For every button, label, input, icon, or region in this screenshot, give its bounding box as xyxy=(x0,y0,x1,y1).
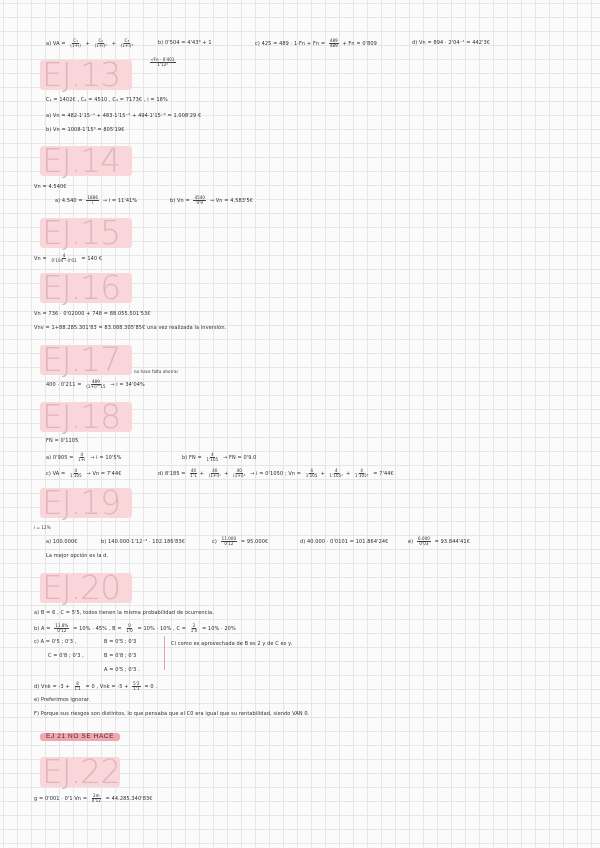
section-badge-ej21: EJ 21 NO SE HACE xyxy=(40,733,120,741)
side-note xyxy=(148,58,178,67)
ej20-line-f: F) Porque sus riesgos son distintos, lo que pensaba que el C0 era igual que su rentabilidad, siendo VAN 0. xyxy=(34,711,310,717)
ej20-line-b xyxy=(34,624,236,633)
ej18-a-prefix: a) 0'905 = xyxy=(46,455,76,461)
formula-c-suffix: + Fn = 0'809 xyxy=(342,41,377,47)
fraction xyxy=(189,469,198,478)
ej16-line-1: Vn = 736 · 0'02000 + 748 = 88.055.501'53€ xyxy=(34,311,151,317)
ej19-conclusion: La mejor opción es la d. xyxy=(46,553,109,559)
numerator: 4 xyxy=(310,468,313,473)
fraction xyxy=(120,39,134,48)
ej20-b-pre-2: B = xyxy=(112,626,124,632)
denominator: 489 xyxy=(329,43,338,48)
denominator: (1+i)² xyxy=(94,43,107,48)
section-heading-ej20 xyxy=(40,568,132,607)
numerator: 40 xyxy=(190,468,197,473)
ej15-suffix: = 140 € xyxy=(81,256,103,262)
section-heading-ej19 xyxy=(40,483,132,522)
denominator: 0'12 xyxy=(57,628,67,633)
fraction xyxy=(354,469,369,478)
numerator: √Fn · 0'401 xyxy=(151,57,175,62)
ej20-c-line-2b: B = 0'8 ; 0'3 xyxy=(104,653,137,659)
ej20-line-e: e) Preferimos ignorar. xyxy=(34,697,91,703)
ej20-c-line-2: C = 0'8 ; 0'3 , xyxy=(48,653,84,659)
fraction xyxy=(132,682,141,691)
fraction xyxy=(150,58,176,67)
denominator: 1'1 xyxy=(74,686,81,691)
ej20-c-line-1b: B = 0'5 ; 0'3 xyxy=(104,639,137,645)
plus-sign: + xyxy=(111,41,116,47)
heading-text: EJ.16 xyxy=(42,268,121,307)
fraction xyxy=(190,624,199,633)
formula-c-prefix: c) 425 = 489 · 1·Fn + Fn = xyxy=(255,41,327,47)
fraction xyxy=(91,794,102,803)
ej20-d-mid: = 0 , Vnk = -5 + xyxy=(85,684,131,690)
numerator: 40 xyxy=(236,468,242,473)
denominator: 1'105² xyxy=(329,473,344,478)
section-heading-ej18 xyxy=(40,397,132,436)
denominator: (1+i)³ xyxy=(120,43,134,48)
heading-text: EJ.17 xyxy=(42,340,121,379)
section-heading-ej16 xyxy=(40,268,132,307)
denominator: 1'105 xyxy=(69,473,82,478)
ej14-a-suffix: → i = 11'41% xyxy=(102,198,138,204)
formula-d: d) Vn = 894 · 2'04⁻¹ = 442'3€ xyxy=(412,40,491,46)
ej20-c-note: Ci como es aprovechada de B es 2 y de C es y. xyxy=(171,641,293,647)
ej22-prefix: g = 0'001 · 0'1 Vn = xyxy=(34,796,89,802)
numerator: 4540 xyxy=(194,195,206,200)
formula-b: b) 0'504 = 4'43³ + 1 xyxy=(158,40,212,46)
denominator: (1+i) xyxy=(70,43,81,48)
ej15-prefix: Vn = xyxy=(34,256,49,262)
denominator: 1'105 xyxy=(305,473,318,478)
denominator: 1'1 xyxy=(190,473,197,478)
numerator: 5'2 xyxy=(133,681,140,686)
numerator: 489 xyxy=(91,379,100,384)
ej18-b-prefix: b) FN = xyxy=(182,455,204,461)
ej20-line-a: a) B = 6 , C = 5'5, todos tienen la misma probabilidad de ocurrencia. xyxy=(34,610,214,616)
fraction xyxy=(69,469,83,478)
ej19-c-prefix: c) xyxy=(212,539,217,545)
ej14-line-b xyxy=(170,196,253,205)
ej20-b-mid-2: = 10% · 10% , xyxy=(137,626,175,632)
denominator: 0'104 - 0'01 xyxy=(51,258,77,263)
fraction xyxy=(193,196,206,205)
fraction xyxy=(417,537,431,546)
heading-text: EJ.22 xyxy=(42,752,121,791)
heading-text: EJ.15 xyxy=(42,213,121,252)
fraction xyxy=(85,380,106,389)
numerator: 11.8% xyxy=(55,623,69,628)
numerator: C₁ xyxy=(73,38,78,43)
denominator: 1'12² xyxy=(157,62,169,67)
ej14-a-prefix: a) 4.540 = xyxy=(55,198,85,204)
ej18-c-prefix: c) VA = xyxy=(46,471,67,477)
top-formula-line xyxy=(46,39,136,48)
fraction xyxy=(329,469,344,478)
denominator: i xyxy=(92,200,94,205)
ej14-line-a xyxy=(55,196,137,205)
heading-text: EJ.20 xyxy=(42,568,121,607)
ej20-b-mid-3: = 10% · 20% xyxy=(201,626,236,632)
ej20-d-suffix: = 0 . xyxy=(144,684,158,690)
ej19-e-suffix: = 93.844'41€ xyxy=(434,539,470,545)
fraction xyxy=(86,196,99,205)
ej14-b-prefix: b) Vn = xyxy=(170,198,192,204)
ej20-b-mid-1: = 10% · 45% , xyxy=(73,626,111,632)
denominator: 0'12 xyxy=(91,798,101,803)
numerator: 4 xyxy=(80,452,84,457)
ej15-line xyxy=(34,254,102,263)
ej19-d: d) 40.000 · 0'0101 = 101.864'24€ xyxy=(300,539,389,545)
ej20-b-pre-3: C = xyxy=(176,626,188,632)
ej18-line-d: d) 8'185 = $\frac{40}{1'1}$ + $\frac{40}{\text{(1+i)²}}$ + $\frac{40}{\text{(1+i)³}}$ → i = 0'1050 ; Vn = $\frac{4}{1'105}$ + $\frac{4}{\text{1'105²}}$ + $\frac{4}{\text{1'105³}}$ = 7'44€ xyxy=(158,468,394,478)
ej18-d-prefix: d) 8'185 = xyxy=(158,471,188,477)
fraction xyxy=(305,469,319,478)
denominator: (1+i)^15 xyxy=(86,384,106,389)
numerator: 4 xyxy=(74,468,78,473)
fraction xyxy=(50,254,77,263)
ej18-line-b xyxy=(182,453,256,462)
ej18-b-suffix: → FN = 0'9.0 xyxy=(222,455,257,461)
numerator: 0 xyxy=(128,623,131,628)
ej13-line-2: a) Vn = 482·1'15⁻¹ + 483·1'15⁻² + 494·1'15⁻³ = 1.008'29 € xyxy=(46,113,202,119)
section-heading-ej15 xyxy=(40,213,132,252)
ej19-e-prefix: e) xyxy=(408,539,414,545)
numerator: 489 xyxy=(329,38,338,43)
ej14-b-suffix: → Vn = 4.583'5€ xyxy=(209,198,254,204)
bracket-mark xyxy=(164,636,165,670)
ej19-c-suffix: = 95.000€ xyxy=(240,539,269,545)
ej20-c-line-3: A = 0'5 ; 0'3 . xyxy=(104,667,140,673)
section-heading-ej22 xyxy=(40,752,121,791)
fraction xyxy=(232,469,246,478)
fraction xyxy=(54,624,69,633)
numerator: C₂ xyxy=(98,38,104,43)
ej13-line-3: b) Vn = 1008·1'15³ = 805'19€ xyxy=(46,127,125,133)
denominator: 1'0 xyxy=(126,628,133,633)
ej18-e-suffix: = 7'44€ xyxy=(373,471,394,477)
numerator: 1886 xyxy=(87,195,98,200)
denominator: 1'105³ xyxy=(355,473,369,478)
ej18-line-1: FN = 0'1105 xyxy=(46,438,79,444)
ej19-b: b) 140.000·1'12⁻³ · 102.186'83€ xyxy=(101,539,186,545)
ej22-line xyxy=(34,794,153,803)
heading-text: EJ.13 xyxy=(42,55,121,94)
plus-sign: + xyxy=(85,41,90,47)
denominator: 0'12 xyxy=(224,541,234,546)
denominator: 1'1 xyxy=(133,686,140,691)
ej17-suffix: → i = 34'04% xyxy=(110,382,145,388)
denominator: 0'03 xyxy=(419,541,429,546)
ej14-line-1: Vn = 4.540€ xyxy=(34,184,67,190)
ej22-suffix: = 44.285.340'83€ xyxy=(105,796,153,802)
ej19-e xyxy=(408,537,470,546)
denominator: (1+i)³ xyxy=(233,473,246,478)
heading-text: EJ.18 xyxy=(42,397,121,436)
section-heading-ej17 xyxy=(40,340,132,379)
denominator: 1+i xyxy=(78,457,86,462)
heading-text: EJ.19 xyxy=(42,483,121,522)
ej17-prefix: 400 · 0'211 = xyxy=(46,382,84,388)
heading-text: EJ.14 xyxy=(42,141,121,180)
numerator: 2m xyxy=(93,793,100,798)
section-heading-ej14 xyxy=(40,141,132,180)
ej19-line-1: i = 12% xyxy=(34,525,51,530)
numerator: 4 xyxy=(211,452,214,457)
fraction xyxy=(329,39,339,48)
denominator: 0'9 xyxy=(196,200,204,205)
ej18-a-suffix: → i = 10'5% xyxy=(90,455,122,461)
ej18-d-mid: → i = 0'1050 ; Vn = xyxy=(250,471,303,477)
ej19-c xyxy=(212,537,268,546)
ej16-line-2: Vnv = 1+88.285.301'83 = 83.088.305'85€ una vez realizada la inversión. xyxy=(34,325,227,331)
ej18-line-c xyxy=(46,469,122,478)
section-heading-ej13 xyxy=(40,55,132,94)
ej20-c-line-1: c) A = 0'5 ; 0'3 , xyxy=(34,639,77,645)
fraction xyxy=(73,682,82,691)
fraction xyxy=(69,39,82,48)
numerator: 4 xyxy=(334,468,338,473)
ej20-d-prefix: d) Vnk = -3 + xyxy=(34,684,72,690)
numerator: C₃ xyxy=(124,38,130,43)
ej20-line-d xyxy=(34,682,157,691)
fraction xyxy=(206,453,220,462)
ej18-c-suffix: → Vn = 7'44€ xyxy=(86,471,122,477)
fraction xyxy=(125,624,134,633)
ej20-b-prefix: b) A = xyxy=(34,626,53,632)
fraction xyxy=(77,453,86,462)
fraction xyxy=(221,537,238,546)
ej18-line-a xyxy=(46,453,122,462)
denominator: 1'105 xyxy=(206,457,219,462)
numerator: 6.000 xyxy=(417,536,430,541)
fraction xyxy=(208,469,222,478)
denominator: 1'0 xyxy=(190,628,198,633)
formula-c xyxy=(255,39,377,48)
numerator: 2 xyxy=(192,623,196,628)
numerator: 4 xyxy=(62,253,66,258)
numerator: 4 xyxy=(360,468,364,473)
numerator: 40 xyxy=(212,468,218,473)
denominator: (1+i)² xyxy=(208,473,222,478)
formula-a-prefix: a) VA = xyxy=(46,41,68,47)
numerator: 8 xyxy=(76,681,79,686)
ej13-line-1: C₁ = 1402€ , C₂ = 4510 , C₃ = 7173€ , i = 18% xyxy=(46,97,168,103)
fraction xyxy=(94,39,108,48)
ej19-a: a) 100.000€ xyxy=(46,539,78,545)
ej17-note: no hace falta ahorrar xyxy=(134,369,179,374)
ej17-line xyxy=(46,380,145,389)
numerator: 11.000 xyxy=(221,536,237,541)
